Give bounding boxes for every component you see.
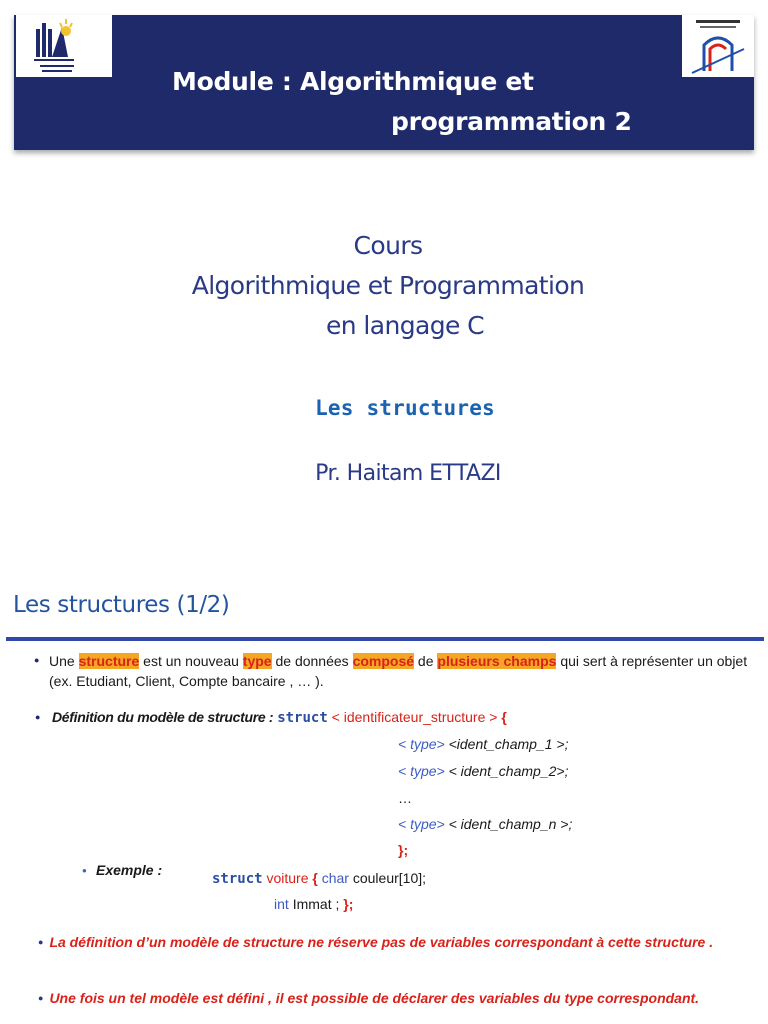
field-name: <ident_champ_1 >; <box>448 736 569 752</box>
field-name: couleur[10]; <box>352 870 427 886</box>
field-ellipsis: … <box>398 790 412 806</box>
field-line <box>398 736 568 752</box>
field-type: < type> <box>398 816 445 832</box>
bullet-dot-icon: ● <box>38 937 44 947</box>
highlight-type: type <box>242 653 272 669</box>
example-line1 <box>212 870 426 887</box>
struct-keyword: struct <box>277 710 328 726</box>
char-keyword: char <box>321 870 349 886</box>
open-brace: { <box>312 870 318 886</box>
small-bullet-icon: ● <box>82 866 87 875</box>
intro-text: est un nouveau <box>139 653 243 669</box>
struct-name: voiture <box>266 870 309 886</box>
field-type: < type> <box>398 763 445 779</box>
field-line <box>398 763 568 779</box>
intro-text: de données <box>271 653 353 669</box>
field-line <box>398 790 412 806</box>
note-text: Une fois un tel modèle est défini , il est possible de déclarer des variables du type correspondant. <box>49 990 700 1006</box>
bullet-dot-icon: ● <box>38 993 44 1003</box>
chapter-subtitle: Les structures <box>315 396 495 420</box>
highlight-champs: plusieurs champs <box>437 653 557 669</box>
field-type: < type> <box>398 736 445 752</box>
course-title-line3: en langage C <box>326 311 484 340</box>
highlight-compose: composé <box>352 653 415 669</box>
highlight-structure: structure <box>78 653 140 669</box>
field-name: < ident_champ_n >; <box>448 816 573 832</box>
slide-title: Les structures (1/2) <box>13 592 230 618</box>
intro-text: qui sert à représenter un objet (ex. Etudiant, Client, Compte bancaire , … ). <box>49 653 748 689</box>
course-title-line2: Algorithmique et Programmation <box>191 271 585 300</box>
intro-text: Une <box>49 653 79 669</box>
note-paragraph <box>38 988 728 1009</box>
bullet-dot-icon: ● <box>34 655 40 665</box>
open-brace: { <box>501 709 507 725</box>
banner-title-line1: Module : Algorithmique et <box>172 67 534 96</box>
close-brace: }; <box>343 896 354 912</box>
intro-text: de <box>414 653 438 669</box>
faculty-logo-icon <box>16 15 112 77</box>
banner-title-line2: programmation 2 <box>391 107 632 136</box>
course-title-line1: Cours <box>353 231 423 260</box>
banner-title <box>172 62 732 142</box>
author-name: Pr. Haitam ETTAZI <box>315 461 501 486</box>
int-keyword: int <box>274 896 289 912</box>
definition-line <box>52 709 507 726</box>
field-line <box>398 816 572 832</box>
faculty-logo <box>16 15 112 77</box>
example-label: Exemple : <box>96 862 163 878</box>
definition-label: Définition du modèle de structure : <box>52 709 274 725</box>
example-line2 <box>274 896 353 912</box>
intro-paragraph <box>49 651 749 691</box>
course-title <box>0 226 768 346</box>
note-paragraph <box>38 932 728 953</box>
struct-identifier: < identificateur_structure > <box>331 709 498 725</box>
note-text: La définition d’un modèle de structure ne réserve pas de variables correspondant à cette structure . <box>49 934 714 950</box>
close-brace: }; <box>398 842 409 858</box>
struct-keyword: struct <box>212 871 263 887</box>
field-name: < ident_champ_2>; <box>448 763 569 779</box>
title-divider <box>6 637 764 641</box>
bullet-dot-icon: ● <box>35 712 41 722</box>
field-name: Immat ; <box>292 896 340 912</box>
